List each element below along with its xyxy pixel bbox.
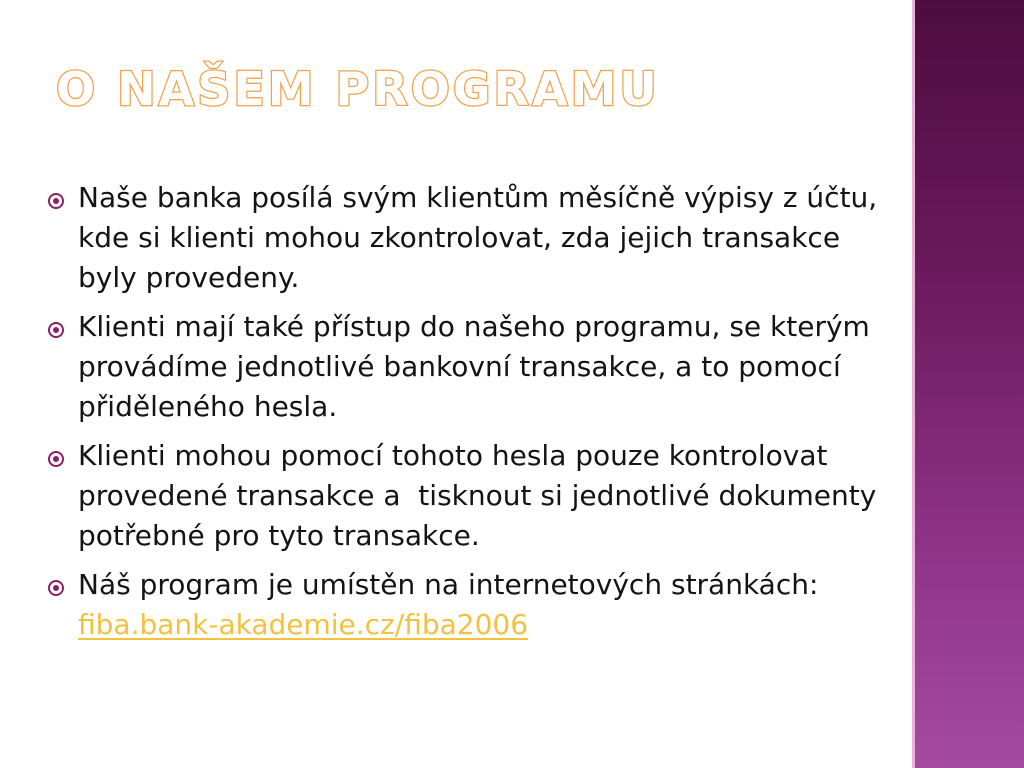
bullet-list	[48, 178, 898, 654]
decorative-side-bar	[912, 0, 1024, 768]
bullet-item	[48, 565, 898, 645]
circle-dot-icon	[48, 322, 64, 338]
bullet-text	[78, 565, 898, 645]
circle-dot-icon	[48, 193, 64, 209]
bullet-text: Naše banka posílá svým klientům měsíčně výpisy z účtu, kde si klienti mohou zkontrolovat, zda jejich transakce byly provedeny.	[78, 181, 887, 294]
bullet-text-lead: Náš program je umístěn na internetových stránkách:	[78, 568, 828, 601]
bullet-item	[48, 307, 898, 427]
bullet-item	[48, 436, 898, 556]
bullet-text: Klienti mohou pomocí tohoto hesla pouze kontrolovat provedené transakce a tisknout si jednotlivé dokumenty potřebné pro tyto transakce.	[78, 439, 886, 552]
bullet-text: Klienti mají také přístup do našeho programu, se kterým provádíme jednotlivé bankovní transakce, a to pomocí přiděleného hesla.	[78, 310, 879, 423]
circle-dot-icon	[48, 451, 64, 467]
circle-dot-icon	[48, 580, 64, 596]
program-link[interactable]: fiba.bank-akademie.cz/fiba2006	[78, 608, 529, 641]
slide-title: O NAŠEM PROGRAMU	[56, 62, 660, 116]
bullet-item	[48, 178, 898, 298]
